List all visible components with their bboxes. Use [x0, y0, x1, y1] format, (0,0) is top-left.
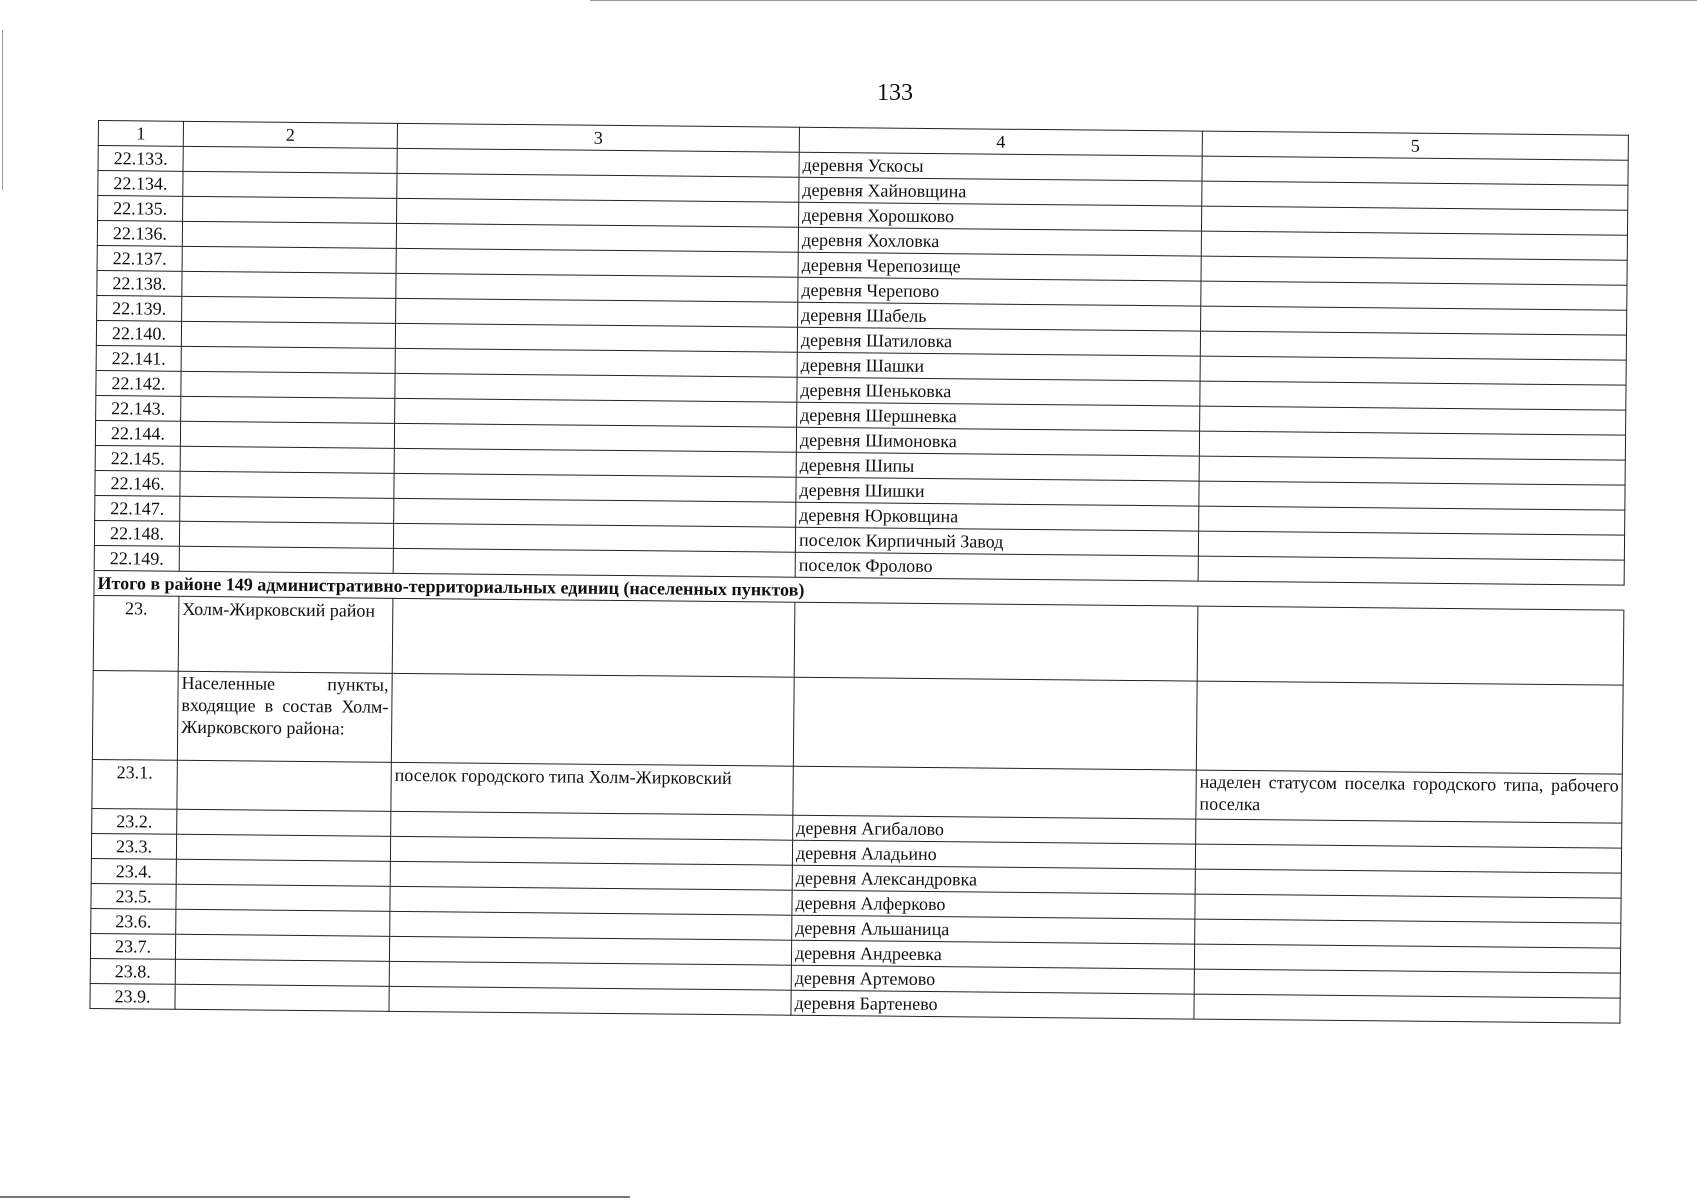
row-col-3	[389, 986, 791, 1015]
settlement-name: деревня Аладьино	[792, 840, 1195, 869]
settlement-name: деревня Артемово	[791, 965, 1194, 994]
settlement-name: поселок Кирпичный Завод	[795, 527, 1198, 556]
row-col-3	[390, 886, 792, 915]
row-number: 23.5.	[91, 883, 176, 909]
row-col-2	[175, 934, 389, 961]
settlements-table	[89, 120, 1628, 1024]
district-number: 23.	[93, 595, 179, 671]
row-col-2	[182, 296, 396, 323]
row-number: 22.140.	[96, 320, 181, 346]
row-number: 22.135.	[98, 196, 183, 222]
header-col-4: 4	[799, 127, 1202, 156]
settlement-name: деревня Шатиловка	[797, 327, 1200, 356]
row-number: 22.143.	[96, 395, 181, 421]
row-number: 22.138.	[97, 270, 182, 296]
district-note: Населенные пункты, входящие в состав Холм-Жирковского района:	[177, 671, 392, 762]
row-col-2	[182, 221, 396, 248]
row-col-3	[396, 273, 798, 302]
row-number: 23.3.	[91, 833, 176, 859]
row-col-3	[395, 323, 797, 352]
settlement-name: деревня Юрковщина	[796, 502, 1199, 531]
row-col-2	[180, 496, 394, 523]
settlement-name: деревня Черепово	[798, 277, 1201, 306]
row-col-5	[1196, 681, 1623, 774]
row-number: 23.4.	[91, 858, 176, 884]
row-col-4	[793, 677, 1197, 770]
row-number: 22.142.	[96, 370, 181, 396]
settlement-name: деревня Хохловка	[798, 227, 1201, 256]
row-number: 23.9.	[90, 983, 175, 1009]
row-col-2	[181, 321, 395, 348]
row-col-2	[177, 809, 391, 836]
settlement-name: деревня Шашки	[797, 352, 1200, 381]
row-col-3	[397, 198, 799, 227]
row-col-5	[1194, 994, 1620, 1023]
row-col-2	[182, 271, 396, 298]
row-col-2	[183, 196, 397, 223]
row-number: 22.139.	[97, 295, 182, 321]
row-number: 23.6.	[91, 908, 176, 934]
district-name: Холм-Жирковский район	[178, 596, 393, 673]
settlement-name: деревня Андреевка	[791, 940, 1194, 969]
row-col-2	[176, 859, 390, 886]
header-col-1: 1	[98, 121, 183, 147]
row-col-2	[180, 471, 394, 498]
settlement-name: деревня Ускосы	[799, 152, 1202, 181]
row-col-3	[397, 173, 799, 202]
row-col-3	[389, 936, 791, 965]
settlement-name: деревня Шабель	[798, 302, 1201, 331]
row-col-3	[397, 148, 799, 177]
row-col-2	[183, 171, 397, 198]
row-col-3	[390, 861, 792, 890]
row-number: 22.148.	[94, 520, 179, 546]
row-col-2	[176, 909, 390, 936]
row-col-2	[181, 346, 395, 373]
row-col-3	[394, 473, 796, 502]
row-number: 22.144.	[95, 420, 180, 446]
row-col-3	[393, 548, 795, 577]
row-col-2	[175, 959, 389, 986]
row-col-2	[181, 371, 395, 398]
row-number: 22.137.	[97, 245, 182, 271]
row-col-2	[180, 446, 394, 473]
row-number: 23.2.	[92, 808, 177, 834]
row-number	[92, 670, 178, 760]
row-col-2	[180, 421, 394, 448]
scan-edge-left	[2, 30, 3, 190]
row-number: 22.136.	[97, 221, 182, 247]
settlement-name: деревня Александровка	[792, 865, 1195, 894]
settlement-name: деревня Шимоновка	[796, 427, 1199, 456]
row-number: 22.149.	[94, 545, 179, 571]
settlement-name: деревня Хорошково	[799, 202, 1202, 231]
header-col-3: 3	[397, 123, 799, 152]
scan-edge-top	[590, 0, 1697, 1]
settlement-name: деревня Шеньковка	[797, 377, 1200, 406]
row-number: 22.146.	[95, 470, 180, 496]
settlement-name: деревня Алферково	[792, 890, 1195, 919]
row-col-3	[395, 348, 797, 377]
row-col-5	[1197, 606, 1624, 685]
row-col-2	[182, 246, 396, 273]
row-number: 22.147.	[95, 495, 180, 521]
row-col-3	[395, 373, 797, 402]
settlement-name: деревня Шершневка	[797, 402, 1200, 431]
row-col-3	[394, 423, 796, 452]
row-col-3	[394, 448, 796, 477]
settlement-name: деревня Шишки	[796, 477, 1199, 506]
header-col-5: 5	[1202, 131, 1628, 160]
row-col-2	[181, 396, 395, 423]
row-col-3	[396, 248, 798, 277]
header-col-2: 2	[183, 121, 397, 148]
settlement-name: поселок городского типа Холм-Жирковский	[391, 762, 793, 815]
row-col-2	[176, 884, 390, 911]
row-number: 23.7.	[90, 933, 175, 959]
row-col-2	[179, 546, 393, 573]
row-col-4	[794, 602, 1198, 681]
row-col-3	[396, 298, 798, 327]
row-col-2	[179, 521, 393, 548]
settlement-name: деревня Агибалово	[793, 815, 1196, 844]
row-number: 22.134.	[98, 171, 183, 197]
row-col-3	[395, 398, 797, 427]
settlement-name: деревня Хайновщина	[799, 177, 1202, 206]
row-col-4	[793, 766, 1196, 819]
row-col-3	[391, 811, 793, 840]
row-col-2	[177, 760, 391, 811]
row-col-3	[393, 523, 795, 552]
row-number: 22.133.	[98, 146, 183, 172]
row-col-3	[390, 911, 792, 940]
settlement-name: поселок Фролово	[795, 552, 1198, 581]
scan-edge-bottom	[0, 1196, 630, 1198]
status-note: наделен статусом поселка городского типа, рабочего поселка	[1196, 770, 1622, 823]
page-number: 133	[877, 80, 913, 106]
row-col-3	[389, 961, 791, 990]
row-col-3	[390, 836, 792, 865]
row-col-2	[176, 834, 390, 861]
row-col-3	[391, 673, 794, 766]
row-col-3	[396, 223, 798, 252]
row-number: 22.145.	[95, 445, 180, 471]
row-col-2	[175, 984, 389, 1011]
settlement-name: деревня Альшаница	[792, 915, 1195, 944]
settlements-table-wrap	[89, 120, 1628, 1024]
row-col-3	[392, 598, 795, 677]
total-text: Итого в районе 149 административно-территориальных единиц (населенных пунктов)	[94, 570, 1624, 610]
row-number: 23.8.	[90, 958, 175, 984]
row-col-2	[183, 146, 397, 173]
row-number: 22.141.	[96, 345, 181, 371]
settlement-name: деревня Бартенево	[791, 990, 1194, 1019]
district-note-row	[92, 670, 1623, 774]
settlement-name: деревня Черепозище	[798, 252, 1201, 281]
row-col-3	[394, 498, 796, 527]
settlement-name: деревня Шипы	[796, 452, 1199, 481]
row-number: 23.1.	[92, 759, 177, 809]
